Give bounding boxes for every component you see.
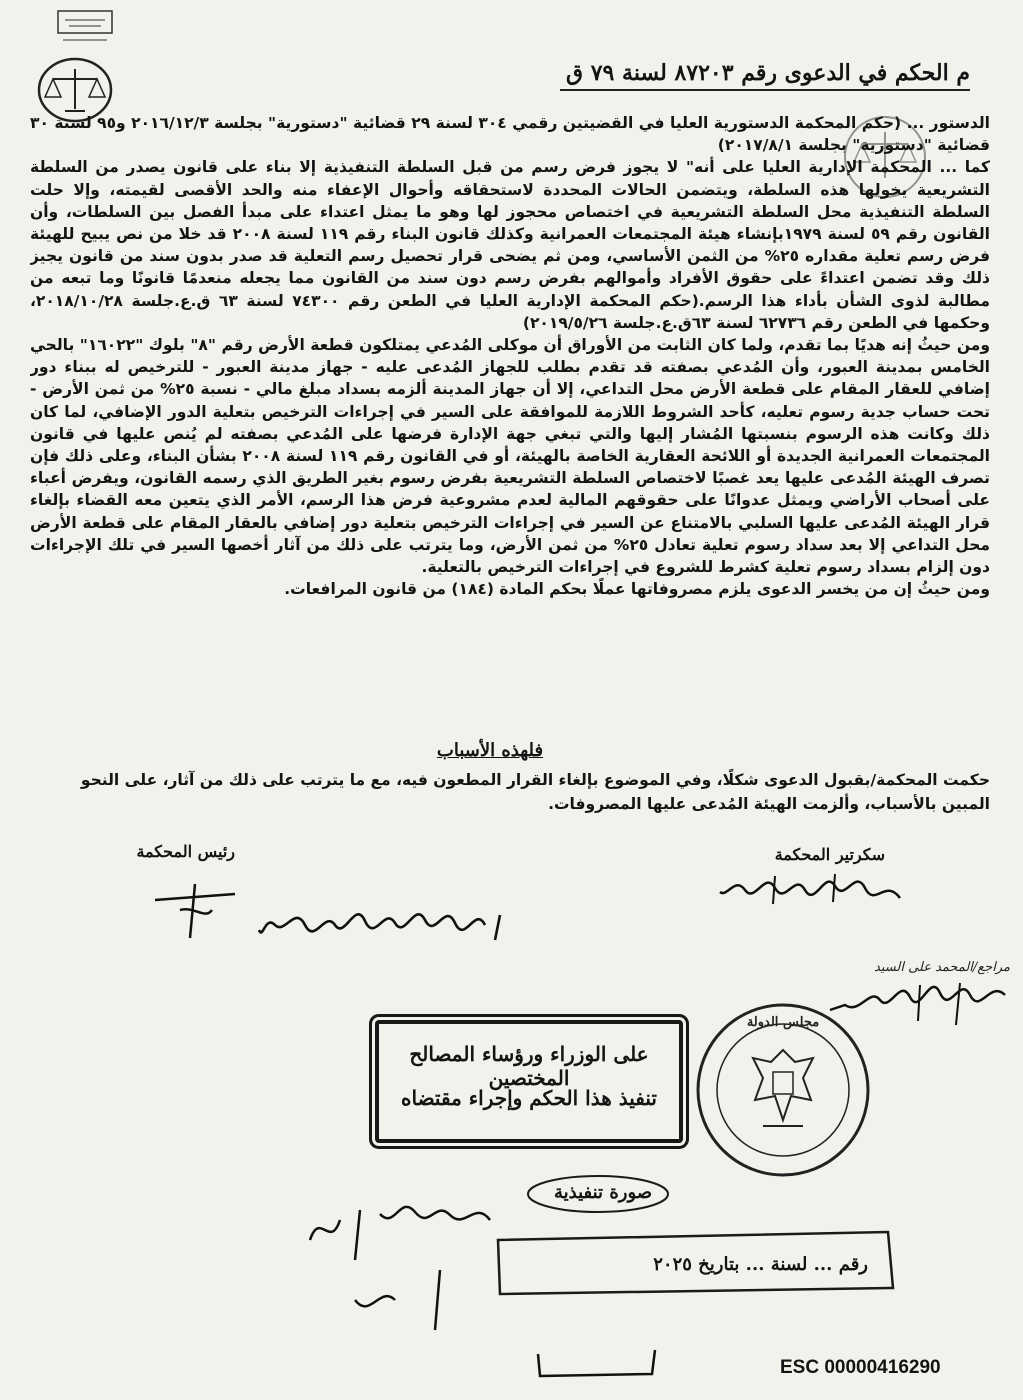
paragraph-constitutional-ruling: الدستور ... (حكم المحكمة الدستورية العليا في القضيتين رقمي ٣٠٤ لسنة ٢٩ قضائية "دستورية" بجلسة ٢٠١٦/١٢/٣ و٩٥ لسنة ٣٠ قضائية "دستورية" بجلسة ٢٠١٧/٨/١) [30, 114, 990, 155]
executive-copy-stamp [488, 1170, 908, 1320]
paragraph-administrative-ruling: كما ... المحكمة الإدارية العليا على أنه" لا يجوز فرض رسم من قبل السلطة التنفيذية إلا بناء على قانون يصدر من السلطة التشريعية يخولها هذه السلطة، ويتضمن الحالات المحددة لاستحقاقه وأحوال الإعفاء منه والحد الأقصى لقيمته، وإلا حلت السلطة التنفيذية محل السلطة التشريعية في اختصاص محجوز لها وهو ما يمثل اعتداء على مبدأ الفصل بين السلطات، وأن القانون رقم ٥٩ لسنة ١٩٧٩بإنشاء هيئة المجتمعات العمرانية وكذلك قانون البناء رقم ١١٩ لسنة ٢٠٠٨ قد خلا من نص يبيح للهيئة فرض رسم تعلية مقداره ٢٥% من الثمن الأساسي، ومن ثم يضحى قرار تحصيل رسم التعلية قد صدر بدون سند من قانون يجيز ذلك وقد تضمن اعتداءً على حقوق الأفراد وأموالهم بفرض رسم دون سند من القانون مما يجعله منعدمًا قانونًا وما تبعه من مطالبة لذوى الشأن بأداء هذا الرسم.(حكم المحكمة الإدارية العليا في الطعن رقم ٧٤٣٠٠ لسنة ٦٣ ق.ع.جلسة ٢٠١٨/١٠/٢٨، وحكمها في الطعن رقم ٦٢٧٣٦ لسنة ٦٣ق.ع.جلسة ٢٠١٩/٥/٢٦) [30, 158, 990, 332]
reviewer-note-text: مراجع/المحمد على السيد [874, 960, 1010, 975]
judgment-body [30, 112, 990, 752]
document-code: ESC 00000416290 [780, 1357, 941, 1378]
ruling-text: حكمت المحكمة/بقبول الدعوى شكلًا، وفي الموضوع بإلغاء القرار المطعون فيه، مع ما يترتب على ذلك من آثار، على النحو المبين بالأسباب، وألزمت الهيئة المُدعى عليها المصروفات. [80, 771, 990, 813]
copy-stamp-line1: صورة تنفيذية [553, 1182, 653, 1203]
president-label: رئيس المحكمة [136, 842, 235, 861]
council-of-state-seal-icon [693, 1000, 873, 1180]
bottom-signature-mark [520, 1340, 660, 1380]
copy-stamp-line2: رقم ... لسنة ... بتاريخ ٢٠٢٥ [653, 1254, 868, 1275]
grounds-heading: فلهذه الأسباب [436, 740, 544, 761]
order-stamp-line1: على الوزراء ورؤساء المصالح المختصين [409, 1042, 649, 1090]
president-signature [150, 880, 240, 940]
president-name-handwriting [255, 895, 505, 955]
order-stamp-line2: تنفيذ هذا الحكم وإجراء مقتضاه [401, 1086, 657, 1110]
execution-order-stamp [375, 1020, 683, 1143]
case-header-title: م الحكم في الدعوى رقم ٨٧٢٠٣ لسنة ٧٩ ق [566, 60, 970, 86]
header-underline [560, 89, 970, 91]
court-logo-icon [55, 8, 115, 48]
secretary-signature [715, 868, 905, 913]
bottom-handwriting [300, 1190, 500, 1340]
paragraph-case-facts: ومن حيثُ إنه هديًا بما تقدم، ولما كان الثابت من الأوراق أن موكلى المُدعي يمتلكون قطعة الأرض رقم "٨" بلوك "١٦٠٢٢" بالحي الخامس بمدينة العبور، وأن المُدعي بصفته قد تقدم بطلب للجهاز المُدعى عليه - جهاز مدينة العبور - للترخيص له ببناء دور إضافي للعقار المقام على قطعة الأرض محل التداعي، إلا أن جهاز المدينة ألزمه بسداد مبلغ مالي - نسبة ٢٥% من ثمن الأرض - تحت حساب جدية رسوم تعليه، كأحد الشروط اللازمة للموافقة على السير في إجراءات الترخيص بتعلية الدور الإضافي، لما كان ذلك وكانت هذه الرسوم بنسبتها المُشار إليها والتي تبغي جهة الإدارة فرضها على المُدعي بصفته لم يُنص عليها في قانون المجتمعات العمرانية الجديدة أو اللائحة العقارية الخاصة بالهيئة، أو في القانون رقم ١١٩ لسنة ٢٠٠٨ بشأن البناء، وعلى ذلك فإن تصرف الهيئة المُدعى عليها يعد غصبًا لاختصاص السلطة التشريعية بفرض رسوم بغير الطريق الذي رسمه القانون، ويفرض أعباء على أصحاب الأراضي ويمثل عدوانًا على حقوقهم المالية لعدم مشروعية فرض هذا الرسم، الأمر الذي يتعين معه القضاء بإلغاء قرار الهيئة المُدعى عليها السلبي بالامتناع عن السير في إجراءات الترخيص بتعلية دور إضافي بالعقار المقام على قطعة الأرض محل التداعي إلا بعد سداد رسوم تعلية تعادل ٢٥% من ثمن الأرض، وما يترتب على ذلك من آثار أخصها السير في تلك الإجراءات دون إلزام بسداد رسوم تعلية كشرط للشروع في إجراءات الترخيص بالتعلية. [30, 336, 990, 577]
paragraph-costs: ومن حيثُ إن من يخسر الدعوى يلزم مصروفاتها عملًا بحكم المادة (١٨٤) من قانون المرافعات. [284, 580, 990, 599]
council-seal-text: مجلس الدولة [746, 1015, 820, 1030]
secretary-label: سكرتير المحكمة [774, 845, 885, 864]
